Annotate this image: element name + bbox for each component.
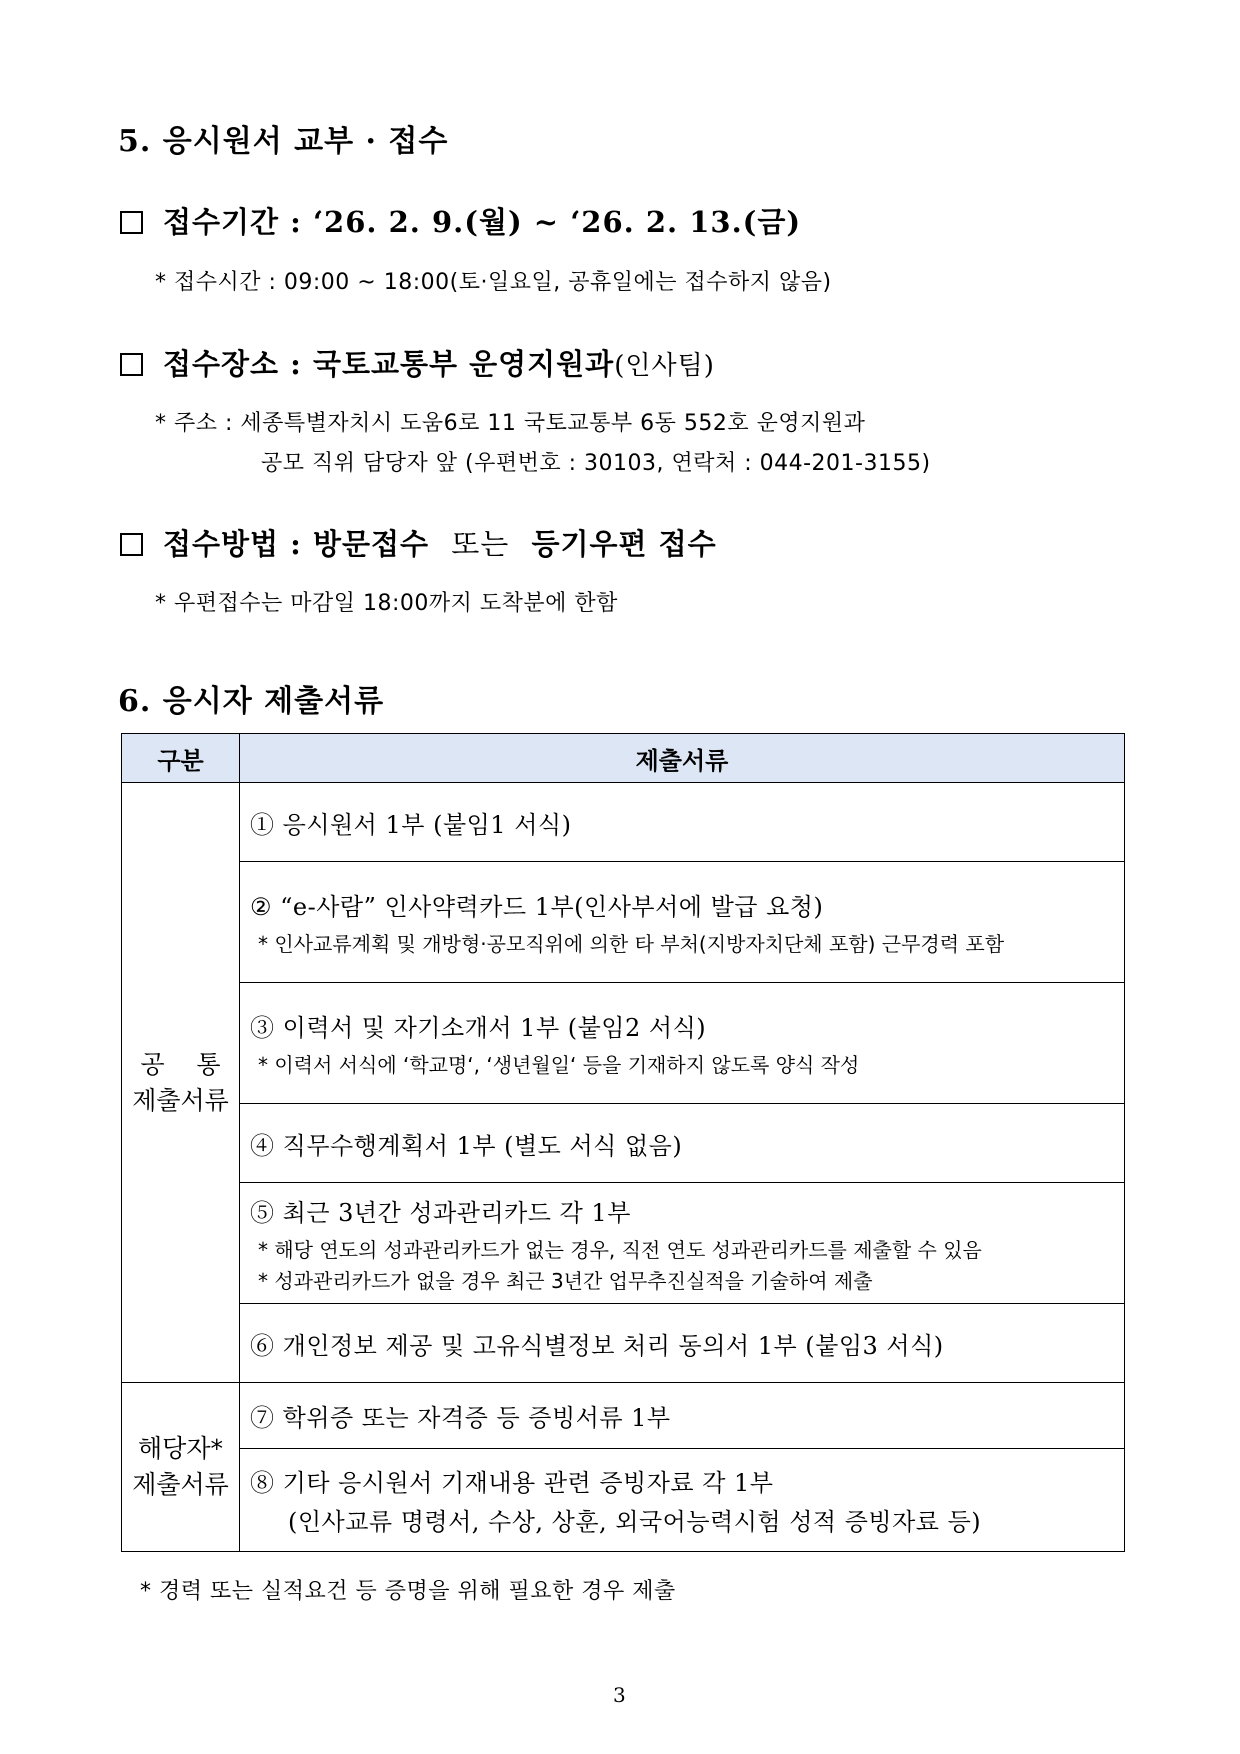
reception-place-suffix: (인사팀): [614, 351, 715, 381]
item-sub-note: * 인사교류계획 및 개방형·공모직위에 의한 타 부처(지방자치단체 포함) 근무경력 포함: [258, 932, 1005, 956]
document-item-6: [240, 1304, 1125, 1383]
postal-note: * 우편접수는 마감일 18:00까지 도착분에 한함: [155, 591, 618, 616]
document-item-1: [240, 783, 1125, 862]
item-main-text: ⑧ 기타 응시원서 기재내용 관련 증빙자료 각 1부: [250, 1469, 774, 1497]
table-footnote: * 경력 또는 실적요건 등 증명을 위해 필요한 경우 제출: [140, 1579, 676, 1604]
common-category-cell: [122, 783, 240, 1383]
checkbox-square-icon: [120, 353, 143, 376]
category-line: 제출서류: [132, 1470, 229, 1499]
reception-period-label: 접수기간 : ‘26. 2. 9.(월) ~ ‘26. 2. 13.(금): [163, 205, 802, 239]
reception-method-label-b: 또는: [451, 527, 510, 561]
item-main-text: ② “e-사람” 인사약력카드 1부(인사부서에 발급 요청): [250, 893, 824, 921]
reception-method-label-a: 접수방법 : 방문접수: [163, 527, 430, 561]
documents-table: [121, 733, 1125, 1552]
table-row: [122, 1449, 1125, 1552]
item-sub-note: * 해당 연도의 성과관리카드가 없는 경우, 직전 연도 성과관리카드를 제출할 수 있음: [258, 1237, 982, 1262]
document-item-3: [240, 983, 1125, 1104]
reception-period-heading: [120, 200, 801, 241]
item-main-text: ④ 직무수행계획서 1부 (별도 서식 없음): [250, 1131, 683, 1160]
address-note-line2: 공모 직위 담당자 앞 (우편번호 : 30103, 연락처 : 044-201-3155): [261, 451, 931, 476]
reception-place-heading: [120, 342, 715, 383]
conditional-category-cell: [122, 1383, 240, 1552]
table-row: [122, 783, 1125, 862]
item-continuation-text: (인사교류 명령서, 수상, 상훈, 외국어능력시험 성적 증빙자료 등): [288, 1508, 982, 1536]
item-sub-note: * 이력서 서식에 ‘학교명‘, ‘생년월일‘ 등을 기재하지 않도록 양식 작성: [258, 1053, 860, 1077]
reception-method-heading: [120, 522, 717, 563]
checkbox-square-icon: [120, 211, 143, 234]
table-row: [122, 1304, 1125, 1383]
header-documents: 제출서류: [240, 734, 1125, 783]
document-item-2: [240, 862, 1125, 983]
table-row: [122, 1104, 1125, 1183]
item-main-text: ③ 이력서 및 자기소개서 1부 (붙임2 서식): [250, 1014, 707, 1042]
header-category: 구분: [122, 734, 240, 783]
address-note-line1: * 주소 : 세종특별자치시 도움6로 11 국토교통부 6동 552호 운영지원과: [155, 411, 866, 436]
item-main-text: ⑤ 최근 3년간 성과관리카드 각 1부: [250, 1198, 631, 1227]
table-row: [122, 983, 1125, 1104]
reception-place-label: 접수장소 : 국토교통부 운영지원과: [163, 347, 615, 381]
document-item-4: [240, 1104, 1125, 1183]
document-item-7: [240, 1383, 1125, 1449]
table-row: [122, 1183, 1125, 1304]
table-header-row: [122, 734, 1125, 783]
category-line: 공 통: [140, 1049, 221, 1079]
page-number: 3: [613, 1683, 626, 1707]
document-item-5: [240, 1183, 1125, 1304]
table-row: [122, 1383, 1125, 1449]
section-5-title: 5. 응시원서 교부 · 접수: [118, 124, 449, 159]
reception-time-note: * 접수시간 : 09:00 ~ 18:00(토·일요일, 공휴일에는 접수하지 않음): [155, 270, 832, 295]
item-main-text: ① 응시원서 1부 (붙임1 서식): [250, 810, 572, 839]
item-main-text: ⑥ 개인정보 제공 및 고유식별정보 처리 동의서 1부 (붙임3 서식): [250, 1331, 944, 1360]
reception-method-label-c: 등기우편 접수: [531, 527, 717, 561]
item-sub-note: * 성과관리카드가 없을 경우 최근 3년간 업무추진실적을 기술하여 제출: [258, 1268, 873, 1293]
document-item-8: [240, 1449, 1125, 1552]
category-line: 해당자*: [138, 1434, 223, 1463]
table-row: [122, 862, 1125, 983]
section-6-title: 6. 응시자 제출서류: [118, 684, 385, 719]
category-line: 제출서류: [132, 1085, 229, 1115]
item-main-text: ⑦ 학위증 또는 자격증 등 증빙서류 1부: [250, 1404, 671, 1432]
checkbox-square-icon: [120, 533, 143, 556]
